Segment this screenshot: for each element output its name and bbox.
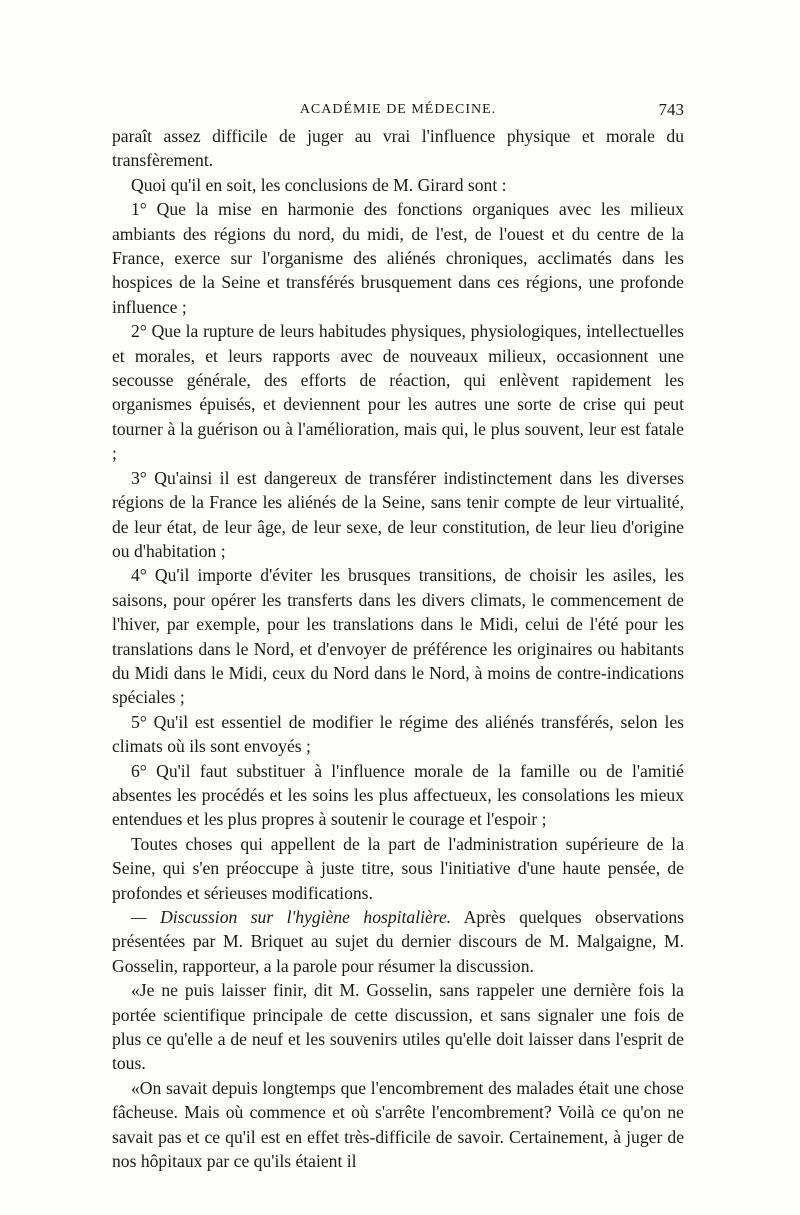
paragraph-text: 5° Qu'il est essentiel de modifier le régime des aliénés transférés, selon les climats où ils sont envoyés ;: [112, 711, 684, 757]
paragraph-text: 2° Que la rupture de leurs habitudes physiques, physiologiques, intellectuelles et morales, et leurs rapports avec de nouveaux milieux, occasionnent une secousse générale, des efforts de réaction, qui enlèvent rapidement les organismes épuisés, et deviennent pour les autres une sorte de crise qui peut tourner à la guérison ou à l'amélioration, mais qui, le plus souvent, leur est fatale ;: [112, 321, 684, 464]
conclusion-1: [112, 197, 684, 319]
paragraph-text: Après quelques observations présentées par M. Briquet au sujet du dernier discours de M. Malgaigne, M. Gosselin, rapporteur, a la parole pour résumer la discussion.: [112, 907, 684, 976]
paragraph-text: 3° Qu'ainsi il est dangereux de transférer indistinctement dans les diverses régions de la France les aliénés de la Seine, sans tenir compte de leur virtualité, de leur état, de leur âge, de leur sexe, de leur constitution, de leur lieu d'origine ou d'habitation ;: [112, 467, 684, 561]
conclusion-4: [112, 563, 684, 709]
paragraph-text: 1° Que la mise en harmonie des fonctions organiques avec les milieux ambiants des régions du nord, du midi, de l'est, de l'ouest et du centre de la France, exerce sur l'organisme des aliénés chroniques, acclimatés dans les hospices de la Seine et transférés brusquement dans ces régions, une profonde influence ;: [112, 199, 684, 317]
paragraph: [112, 124, 684, 173]
page-body: [112, 124, 684, 1173]
quote-paragraph: [112, 1076, 684, 1174]
section-lead: — Discussion sur l'hygiène hospitalière.: [131, 907, 452, 927]
page-header: [112, 100, 684, 124]
conclusion-5: [112, 710, 684, 759]
paragraph-text: 6° Qu'il faut substituer à l'influence morale de la famille ou de l'amitié absentes les procédés et les soins les plus affectueux, les consolations les mieux entendues et les plus propres à soutenir le courage et l'espoir ;: [112, 760, 684, 830]
paragraph-text: Toutes choses qui appellent de la part de l'administration supérieure de la Seine, qui s'en préoccupe à juste titre, sous l'initiative d'une haute pensée, de profondes et sérieuses modifications.: [112, 833, 684, 903]
quote-paragraph: [112, 978, 684, 1076]
conclusion-3: [112, 466, 684, 564]
paragraph-text: Quoi qu'il en soit, les conclusions de M. Girard sont :: [131, 174, 507, 195]
paragraph-text: paraît assez difficile de juger au vrai l'influence physique et morale du transfèrement.: [112, 126, 684, 171]
conclusion-6: [112, 759, 684, 832]
running-head: ACADÉMIE DE MÉDECINE.: [299, 102, 497, 117]
page-number: 743: [658, 100, 684, 119]
conclusion-2: [112, 319, 684, 465]
discussion-paragraph: [112, 905, 684, 978]
paragraph-text: «On savait depuis longtemps que l'encombrement des malades était une chose fâcheuse. Mais où commence et où s'arrête l'encombrement? Voilà ce qu'on ne savait pas et ce qu'il est en effet très-difficile de savoir. Certainement, à juger de nos hôpitaux par ce qu'ils étaient il: [112, 1077, 684, 1172]
paragraph: [112, 832, 684, 905]
paragraph-text: «Je ne puis laisser finir, dit M. Gosselin, sans rappeler une dernière fois la portée scientifique principale de cette discussion, et sans signaler une fois de plus ce qu'elle a de neuf et les souvenirs utiles qu'elle doit laisser dans l'esprit de tous.: [112, 980, 684, 1074]
paragraph: [112, 173, 684, 197]
paragraph-text: 4° Qu'il importe d'éviter les brusques transitions, de choisir les asiles, les saisons, pour opérer les transferts dans les divers climats, le commencement de l'hiver, par exemple, pour les translations dans le Midi, celui de l'été pour les translations dans le Nord, et d'envoyer de préférence les originaires ou habitants du Midi dans le Midi, ceux du Nord dans le Nord, à moins de contre-indications spéciales ;: [112, 565, 684, 708]
